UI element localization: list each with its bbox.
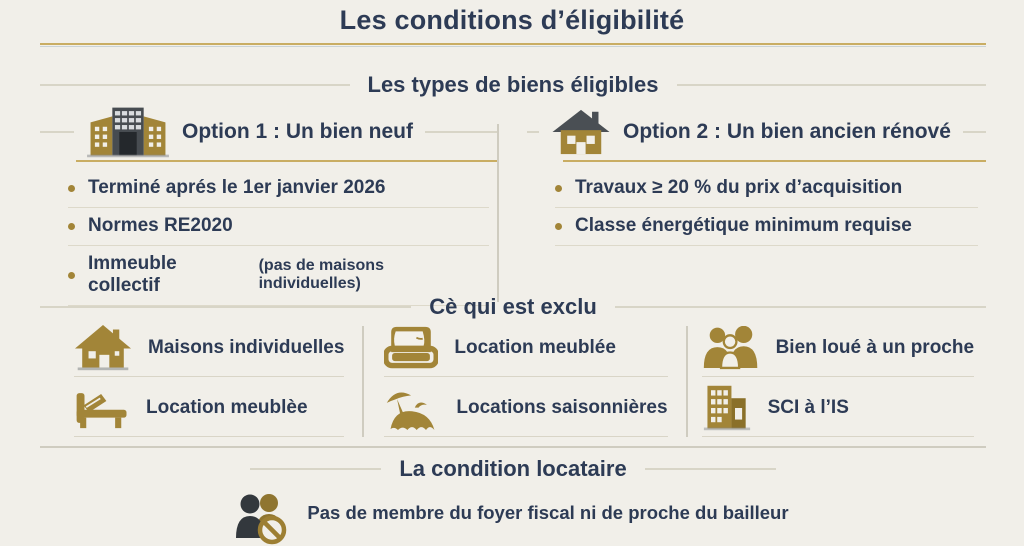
divider-gold bbox=[40, 43, 986, 45]
option-title: Option 1 : Un bien neuf bbox=[182, 120, 413, 143]
excluded-item bbox=[74, 326, 344, 377]
bullet-item bbox=[555, 170, 978, 208]
option-title: Option 2 : Un bien ancien rénové bbox=[623, 120, 951, 143]
beach-umbrella-icon bbox=[384, 385, 440, 432]
excluded-item bbox=[384, 386, 667, 437]
divider-grey bbox=[40, 46, 986, 47]
section-heading-excluded bbox=[40, 294, 986, 320]
heading-rule bbox=[40, 131, 74, 133]
options-row bbox=[40, 106, 986, 306]
heading-rule bbox=[677, 84, 987, 86]
bullet-text: Classe énergétique minimum requise bbox=[575, 215, 912, 236]
heading-rule bbox=[40, 306, 411, 308]
heading-rule bbox=[40, 84, 350, 86]
bullet-item bbox=[68, 208, 489, 246]
page-title: Les conditions d’éligibilité bbox=[339, 5, 685, 35]
heading-rule bbox=[645, 468, 776, 470]
bullet-dot bbox=[68, 185, 75, 192]
option-2-header bbox=[527, 106, 986, 158]
excluded-item bbox=[702, 326, 974, 377]
section-divider bbox=[40, 446, 986, 448]
option-1-list bbox=[40, 170, 497, 306]
bullet-text: Travaux ≥ 20 % du prix d’acquisition bbox=[575, 177, 903, 198]
bullet-note: (pas de maisons individuelles) bbox=[258, 257, 384, 292]
heading-rule bbox=[250, 468, 381, 470]
section-title: Les types de biens éligibles bbox=[367, 72, 659, 97]
excluded-item bbox=[74, 386, 344, 437]
option-2-block bbox=[499, 106, 986, 306]
family-icon bbox=[702, 326, 760, 370]
mattress-bed-icon bbox=[384, 325, 438, 372]
excluded-label: SCI à l’IS bbox=[767, 397, 849, 418]
bullet-text: Immeuble collectif bbox=[88, 253, 177, 296]
section-title: Cè qui est exclu bbox=[429, 294, 597, 319]
heading-rule bbox=[425, 131, 497, 133]
heading-rule bbox=[527, 131, 539, 133]
bullet-dot bbox=[68, 223, 75, 230]
title-divider bbox=[40, 43, 986, 47]
heading-rule bbox=[615, 306, 986, 308]
office-building-icon bbox=[702, 384, 752, 432]
bullet-item bbox=[68, 170, 489, 208]
excluded-label: Maisons individuelles bbox=[148, 337, 345, 358]
bullet-dot bbox=[555, 185, 562, 192]
section-title: La condition locataire bbox=[399, 456, 627, 481]
excluded-column-1 bbox=[40, 326, 364, 437]
bed-icon bbox=[74, 386, 130, 430]
apartment-building-icon bbox=[86, 105, 170, 159]
excluded-column-2 bbox=[364, 326, 687, 437]
excluded-label: Location meublée bbox=[454, 337, 616, 358]
bullet-text: Terminé aprés le 1er janvier 2026 bbox=[88, 177, 386, 198]
excluded-label: Location meublèe bbox=[146, 397, 308, 418]
excluded-label: Locations saisonnières bbox=[456, 397, 668, 418]
excluded-column-3 bbox=[688, 326, 988, 437]
excluded-grid bbox=[40, 326, 986, 437]
excluded-label: Bien loué à un proche bbox=[775, 337, 975, 358]
tenant-condition-text: Pas de membre du foyer fiscal ni de proche du bailleur bbox=[307, 502, 789, 523]
bullet-dot bbox=[68, 272, 75, 279]
option-1-block bbox=[40, 106, 497, 306]
bullet-text: Normes RE2020 bbox=[88, 215, 233, 236]
option-2-list bbox=[527, 170, 986, 246]
section-heading-tenant bbox=[250, 456, 776, 482]
option-1-header bbox=[40, 106, 497, 158]
divider-gold bbox=[76, 160, 497, 162]
house-icon bbox=[551, 109, 611, 155]
bullet-dot bbox=[555, 223, 562, 230]
divider-gold bbox=[563, 160, 986, 162]
excluded-item bbox=[384, 326, 667, 377]
heading-rule bbox=[963, 131, 986, 133]
section-heading-types bbox=[40, 72, 986, 98]
house-icon bbox=[74, 325, 132, 372]
excluded-item bbox=[702, 386, 974, 437]
bullet-item bbox=[555, 208, 978, 246]
